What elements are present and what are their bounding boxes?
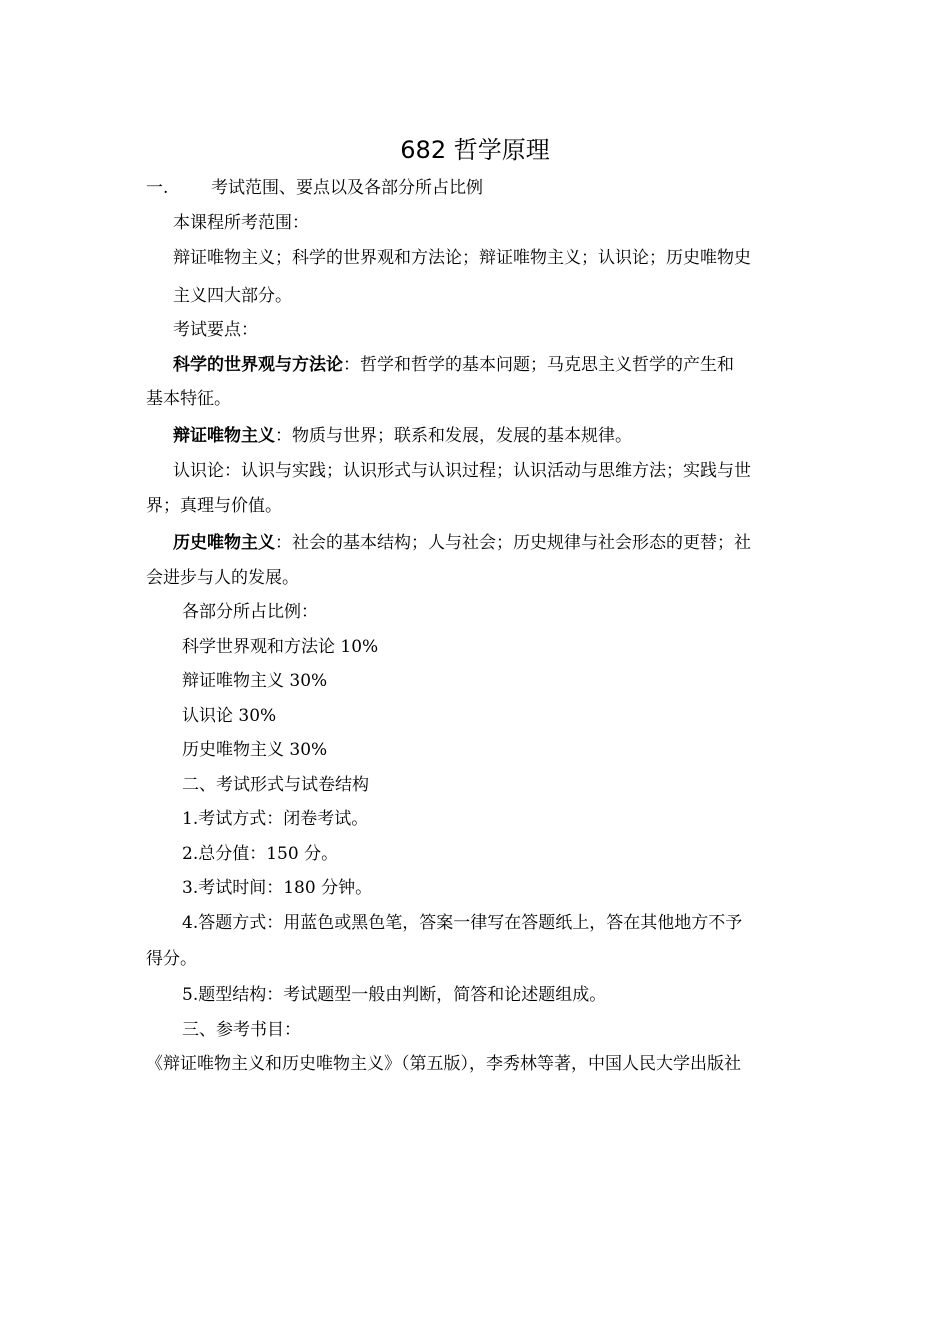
point-historical-heading: 历史唯物主义	[173, 533, 275, 553]
scope-line-1: 辩证唯物主义；科学的世界观和方法论；辩证唯物主义；认识论；历史唯物史	[173, 248, 751, 268]
scope-line-2: 主义四大部分。	[173, 286, 292, 306]
section-3-heading: 三、参考书目：	[182, 1020, 301, 1040]
exam-item-4-line-1: 4.答题方式：用蓝色或黑色笔，答案一律写在答题纸上，答在其他地方不予	[182, 913, 743, 933]
point-worldview-continued: 基本特征。	[146, 389, 231, 409]
point-historical-text: ：社会的基本结构；人与社会；历史规律与社会形态的更替；社	[275, 533, 751, 553]
section-1-number: 一.	[146, 178, 169, 198]
ratio-item: 历史唯物主义 30%	[182, 740, 328, 760]
point-historical	[173, 531, 751, 555]
point-worldview-heading: 科学的世界观与方法论	[173, 355, 343, 375]
ratio-item: 认识论 30%	[182, 706, 277, 726]
exam-item-1: 1.考试方式：闭卷考试。	[182, 809, 369, 829]
point-dialectical	[173, 424, 632, 448]
ratio-item: 科学世界观和方法论 10%	[182, 637, 379, 657]
exam-item-2: 2.总分值：150 分。	[182, 844, 339, 864]
section-1-heading: 考试范围、要点以及各部分所占比例	[211, 178, 483, 198]
exam-item-3: 3.考试时间：180 分钟。	[182, 878, 373, 898]
point-dialectical-text: ：物质与世界；联系和发展，发展的基本规律。	[275, 426, 632, 446]
document-title: 682 哲学原理	[400, 136, 550, 164]
ratio-item: 辩证唯物主义 30%	[182, 671, 328, 691]
point-worldview-text: ：哲学和哲学的基本问题；马克思主义哲学的产生和	[343, 355, 734, 375]
point-historical-continued: 会进步与人的发展。	[146, 568, 299, 588]
points-label: 考试要点：	[173, 320, 258, 340]
exam-item-4-line-2: 得分。	[146, 949, 197, 969]
section-2-heading: 二、考试形式与试卷结构	[182, 775, 369, 795]
point-epistemology-line-2: 界；真理与价值。	[146, 496, 282, 516]
exam-item-5: 5.题型结构：考试题型一般由判断，简答和论述题组成。	[182, 985, 607, 1005]
point-dialectical-heading: 辩证唯物主义	[173, 426, 275, 446]
scope-label: 本课程所考范围：	[173, 213, 309, 233]
point-epistemology-line-1: 认识论：认识与实践；认识形式与认识过程；认识活动与思维方法；实践与世	[173, 461, 751, 481]
point-worldview	[173, 353, 734, 377]
ratio-label: 各部分所占比例：	[182, 602, 318, 622]
reference-book: 《辩证唯物主义和历史唯物主义》（第五版），李秀林等著，中国人民大学出版社	[146, 1054, 741, 1074]
